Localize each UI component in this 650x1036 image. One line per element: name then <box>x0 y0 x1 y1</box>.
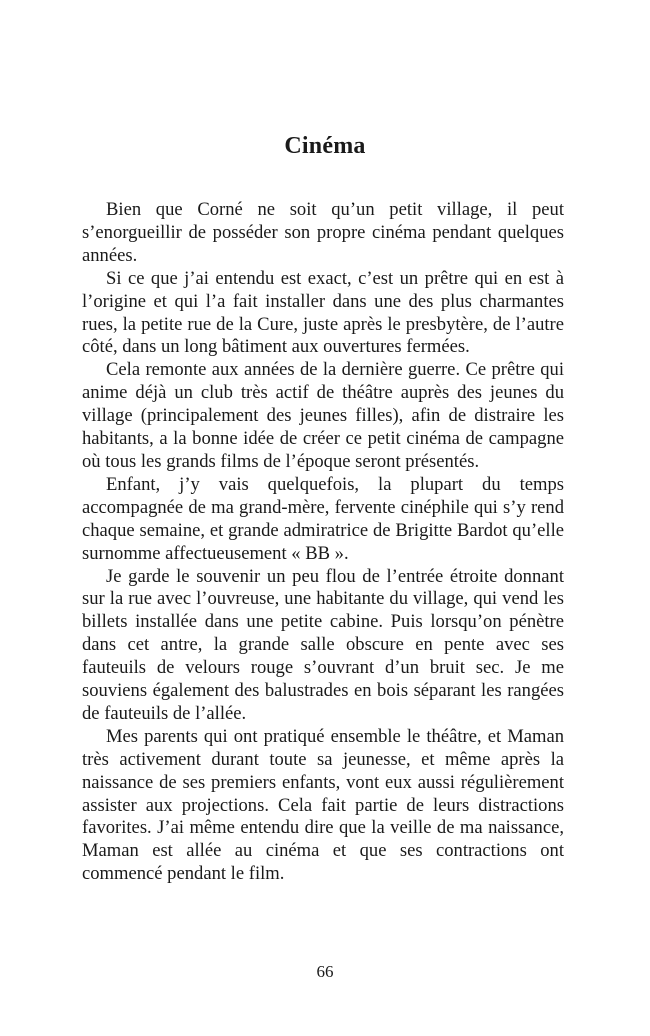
chapter-body <box>82 199 564 886</box>
paragraph: Cela remonte aux années de la dernière guerre. Ce prêtre qui anime déjà un club très actif de théâtre auprès des jeunes du village (principalement des jeunes filles), afin de distraire les habitants, a la bonne idée de créer ce petit cinéma de campagne où tous les grands films de l’époque seront présentés. <box>82 359 564 472</box>
paragraph: Enfant, j’y vais quelquefois, la plupart du temps accompagnée de ma grand-mère, fervente cinéphile qui s’y rend chaque semaine, et grande admiratrice de Brigitte Bardot qu’elle surnomme affectueusement « BB ». <box>82 473 564 564</box>
chapter-title: Cinéma <box>284 133 366 159</box>
paragraph: Si ce que j’ai entendu est exact, c’est un prêtre qui en est à l’origine et qui l’a fait installer dans une des plus charmantes rues, la petite rue de la Cure, juste après le presbytère, de l’autre côté, dans un long bâtiment aux ouvertures fermées. <box>82 267 564 358</box>
paragraph: Je garde le souvenir un peu flou de l’entrée étroite donnant sur la rue avec l’ouvreuse, une habitante du village, qui vend les billets installée dans une petite cabine. Puis lorsqu’on pénètre dans cet antre, la grande salle obscure en pente avec ses fauteuils de velours rouge s’ouvrant d’un bruit sec. Je me souviens également des balustrades en bois séparant les rangées de fauteuils de l’allée. <box>82 565 564 724</box>
paragraph: Mes parents qui ont pratiqué ensemble le théâtre, et Maman très activement durant toute sa jeunesse, et même après la naissance de ses premiers enfants, vont eux aussi régulièrement assister aux projections. Cela fait partie de leurs distractions favorites. J’ai même entendu dire que la veille de ma naissance, Maman est allée au cinéma et que ses contractions ont commencé pendant le film. <box>82 725 564 885</box>
page-number: 66 <box>316 962 334 981</box>
paragraph: Bien que Corné ne soit qu’un petit village, il peut s’enorgueillir de posséder son propre cinéma pendant quelques années. <box>82 199 564 266</box>
